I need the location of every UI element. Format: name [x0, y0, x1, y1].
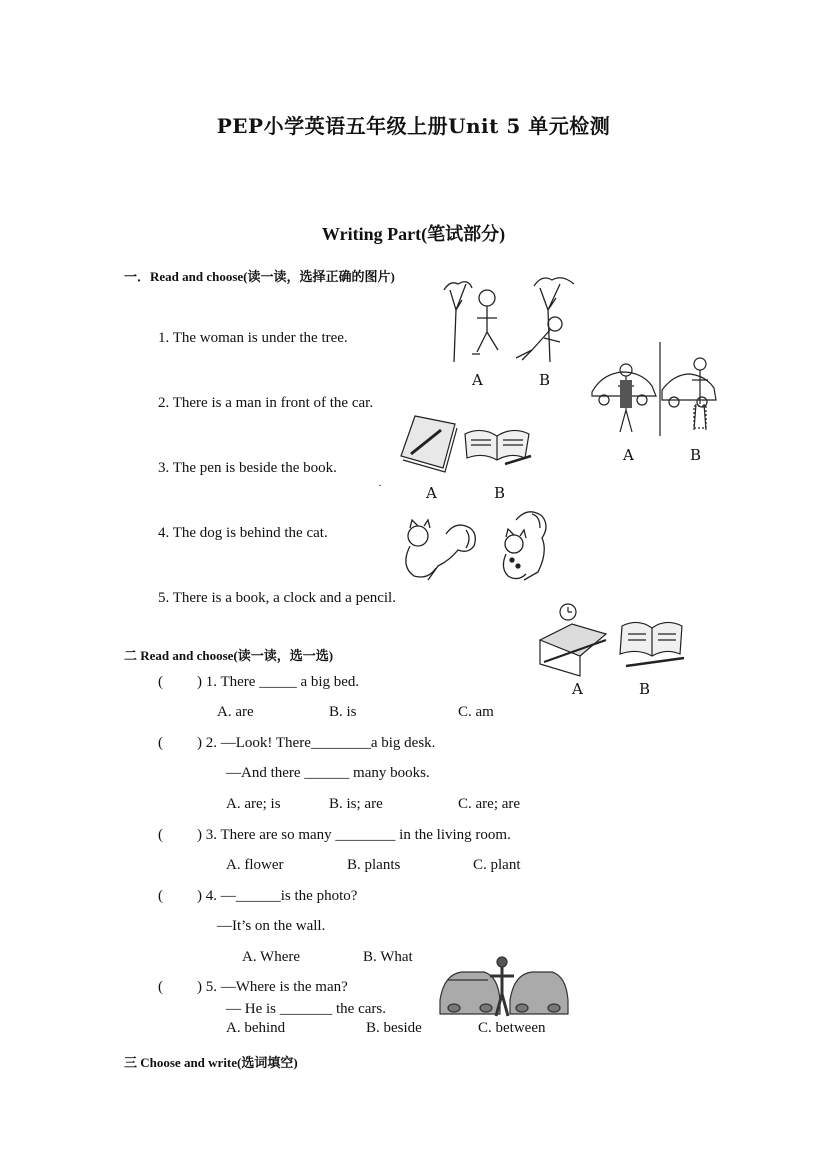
tree-woman-pictures — [432, 270, 592, 365]
s2-q2-paren: ( — [158, 735, 163, 751]
s1-question-4: 4. The dog is behind the cat. — [158, 525, 328, 541]
s2-q5-line2: — He is _______ the cars. — [226, 1001, 386, 1017]
stray-dot: · — [378, 478, 382, 492]
s2-q4-paren: ( — [158, 888, 163, 904]
s1-question-5: 5. There is a book, a clock and a pencil. — [158, 590, 396, 606]
car-label-b: B — [690, 446, 702, 464]
s2-q3-option-b: B. plants — [347, 857, 401, 873]
s2-q2-stem: ) 2. —Look! There________a big desk. — [197, 735, 436, 751]
section1-heading: 一．Read and choose(读一读，选择正确的图片) — [124, 269, 395, 284]
s2-q5-stem: ) 5. —Where is the man? — [197, 979, 348, 995]
tree-label-a: A — [472, 371, 483, 389]
section3-heading: 三 Choose and write(选词填空) — [124, 1055, 298, 1070]
s2-q1-paren: ( — [158, 674, 163, 690]
s1-question-1: 1. The woman is under the tree. — [158, 330, 348, 346]
s2-q4-option-a: A. Where — [242, 949, 301, 965]
s1-question-3: 3. The pen is beside the book. — [158, 460, 337, 476]
clock-label-a: A — [572, 680, 583, 698]
car-label-a: A — [623, 446, 634, 464]
s2-q2-option-c: C. are; are — [458, 796, 521, 812]
s2-q3-option-c: C. plant — [473, 857, 521, 873]
page-title: PEP小学英语五年级上册Unit 5 单元检测 — [216, 114, 611, 138]
s2-q1-option-a: A. are — [217, 704, 254, 720]
book-clock-pictures — [536, 600, 686, 680]
s2-q2-line2: —And there ______ many books. — [226, 765, 430, 781]
s2-q5-option-b: B. beside — [366, 1020, 422, 1036]
tree-label-b: B — [539, 371, 551, 389]
pen-book-pictures — [395, 410, 535, 475]
s2-q5-option-a: A. behind — [226, 1020, 286, 1036]
s2-q1-option-b: B. is — [329, 704, 357, 720]
s2-q5-option-c: C. between — [478, 1020, 546, 1036]
pen-label-b: B — [494, 484, 506, 502]
s2-q1-stem: ) 1. There _____ a big bed. — [197, 674, 360, 690]
s2-q4-line2: —It’s on the wall. — [217, 918, 326, 934]
s2-q3-stem: ) 3. There are so many ________ in the living room. — [197, 827, 511, 843]
s2-q3-option-a: A. flower — [226, 857, 284, 873]
s2-q1-option-c: C. am — [458, 704, 494, 720]
man-between-cars-picture — [438, 950, 570, 1022]
clock-label-b: B — [639, 680, 651, 698]
s2-q4-stem: ) 4. —______is the photo? — [197, 888, 358, 904]
dog-cat-pictures — [396, 500, 556, 586]
page-subtitle: Writing Part(笔试部分) — [321, 224, 506, 244]
man-car-pictures — [590, 340, 718, 438]
pen-label-a: A — [426, 484, 437, 502]
s2-q2-option-a: A. are; is — [226, 796, 281, 812]
s2-q5-paren: ( — [158, 979, 163, 995]
s2-q4-option-b: B. What — [363, 949, 413, 965]
s2-q2-option-b: B. is; are — [329, 796, 383, 812]
s1-question-2: 2. There is a man in front of the car. — [158, 395, 374, 411]
section2-heading: 二 Read and choose(读一读，选一选) — [124, 648, 334, 663]
s2-q3-paren: ( — [158, 827, 163, 843]
